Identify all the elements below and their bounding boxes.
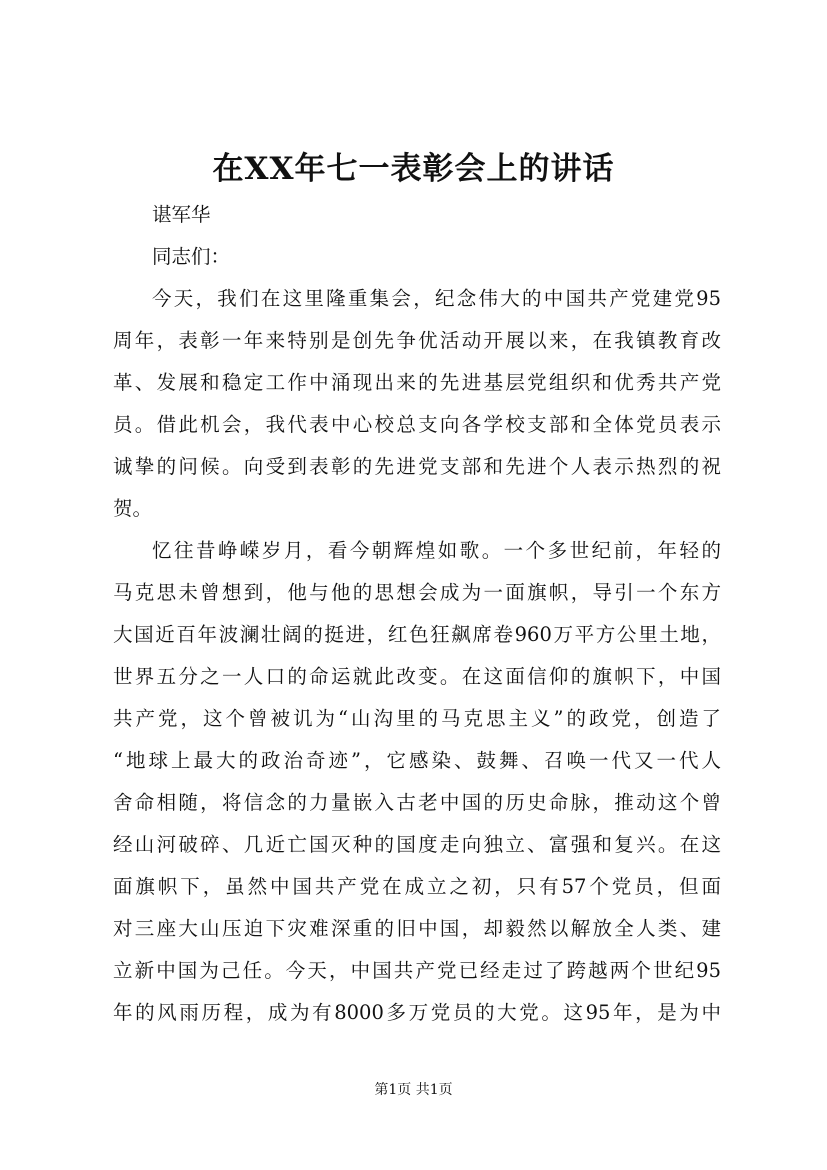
paragraph-line: 今天，我们在这里隆重集会，纪念伟大的中国共产党建党95 [152,287,721,310]
paragraph-line: 面旗帜下，虽然中国共产党在成立之初，只有57个党员，但面 [113,875,721,898]
paragraph-line: 经山河破碎、几近亡国灭种的国度走向独立、富强和复兴。在这 [113,833,721,856]
paragraph-line: 年的风雨历程，成为有8000多万党员的大党。这95年，是为中 [113,1001,721,1024]
paragraph-line: 员。借此机会，我代表中心校总支向各学校支部和全体党员表示 [113,413,721,436]
paragraph-line: 舍命相随，将信念的力量嵌入古老中国的历史命脉，推动这个曾 [113,791,721,814]
paragraph-line: 大国近百年波澜壮阔的挺进，红色狂飙席卷960万平方公里土地， [113,623,721,646]
paragraph-line: 共产党，这个曾被讥为“山沟里的马克思主义”的政党，创造了 [113,707,721,730]
document-body [113,194,721,1034]
paragraph-line: 忆往昔峥嵘岁月，看今朝辉煌如歌。一个多世纪前，年轻的 [152,539,721,562]
paragraph-line: 革、发展和稳定工作中涌现出来的先进基层党组织和优秀共产党 [113,371,721,394]
paragraph-line: 贺。 [113,497,153,520]
paragraph-line: “地球上最大的政治奇迹”，它感染、鼓舞、召唤一代又一代人 [113,749,721,772]
paragraph-line: 马克思未曾想到，他与他的思想会成为一面旗帜，导引一个东方 [113,581,721,604]
paragraph-line: 对三座大山压迫下灾难深重的旧中国，却毅然以解放全人类、建 [113,917,721,940]
document-title: 在XX年七一表彰会上的讲话 [212,151,615,187]
paragraph-line: 世界五分之一人口的命运就此改变。在这面信仰的旗帜下，中国 [113,665,721,688]
paragraph-line: 立新中国为己任。今天，中国共产党已经走过了跨越两个世纪95 [113,959,721,982]
paragraph-line: 周年，表彰一年来特别是创先争优活动开展以来，在我镇教育改 [113,329,721,352]
greeting-line: 同志们： [152,245,231,268]
author-line: 谌军华 [152,203,211,226]
paragraph-line: 诚挚的问候。向受到表彰的先进党支部和先进个人表示热烈的祝 [113,455,721,478]
page-footer: 第1页 共1页 [374,1082,453,1098]
